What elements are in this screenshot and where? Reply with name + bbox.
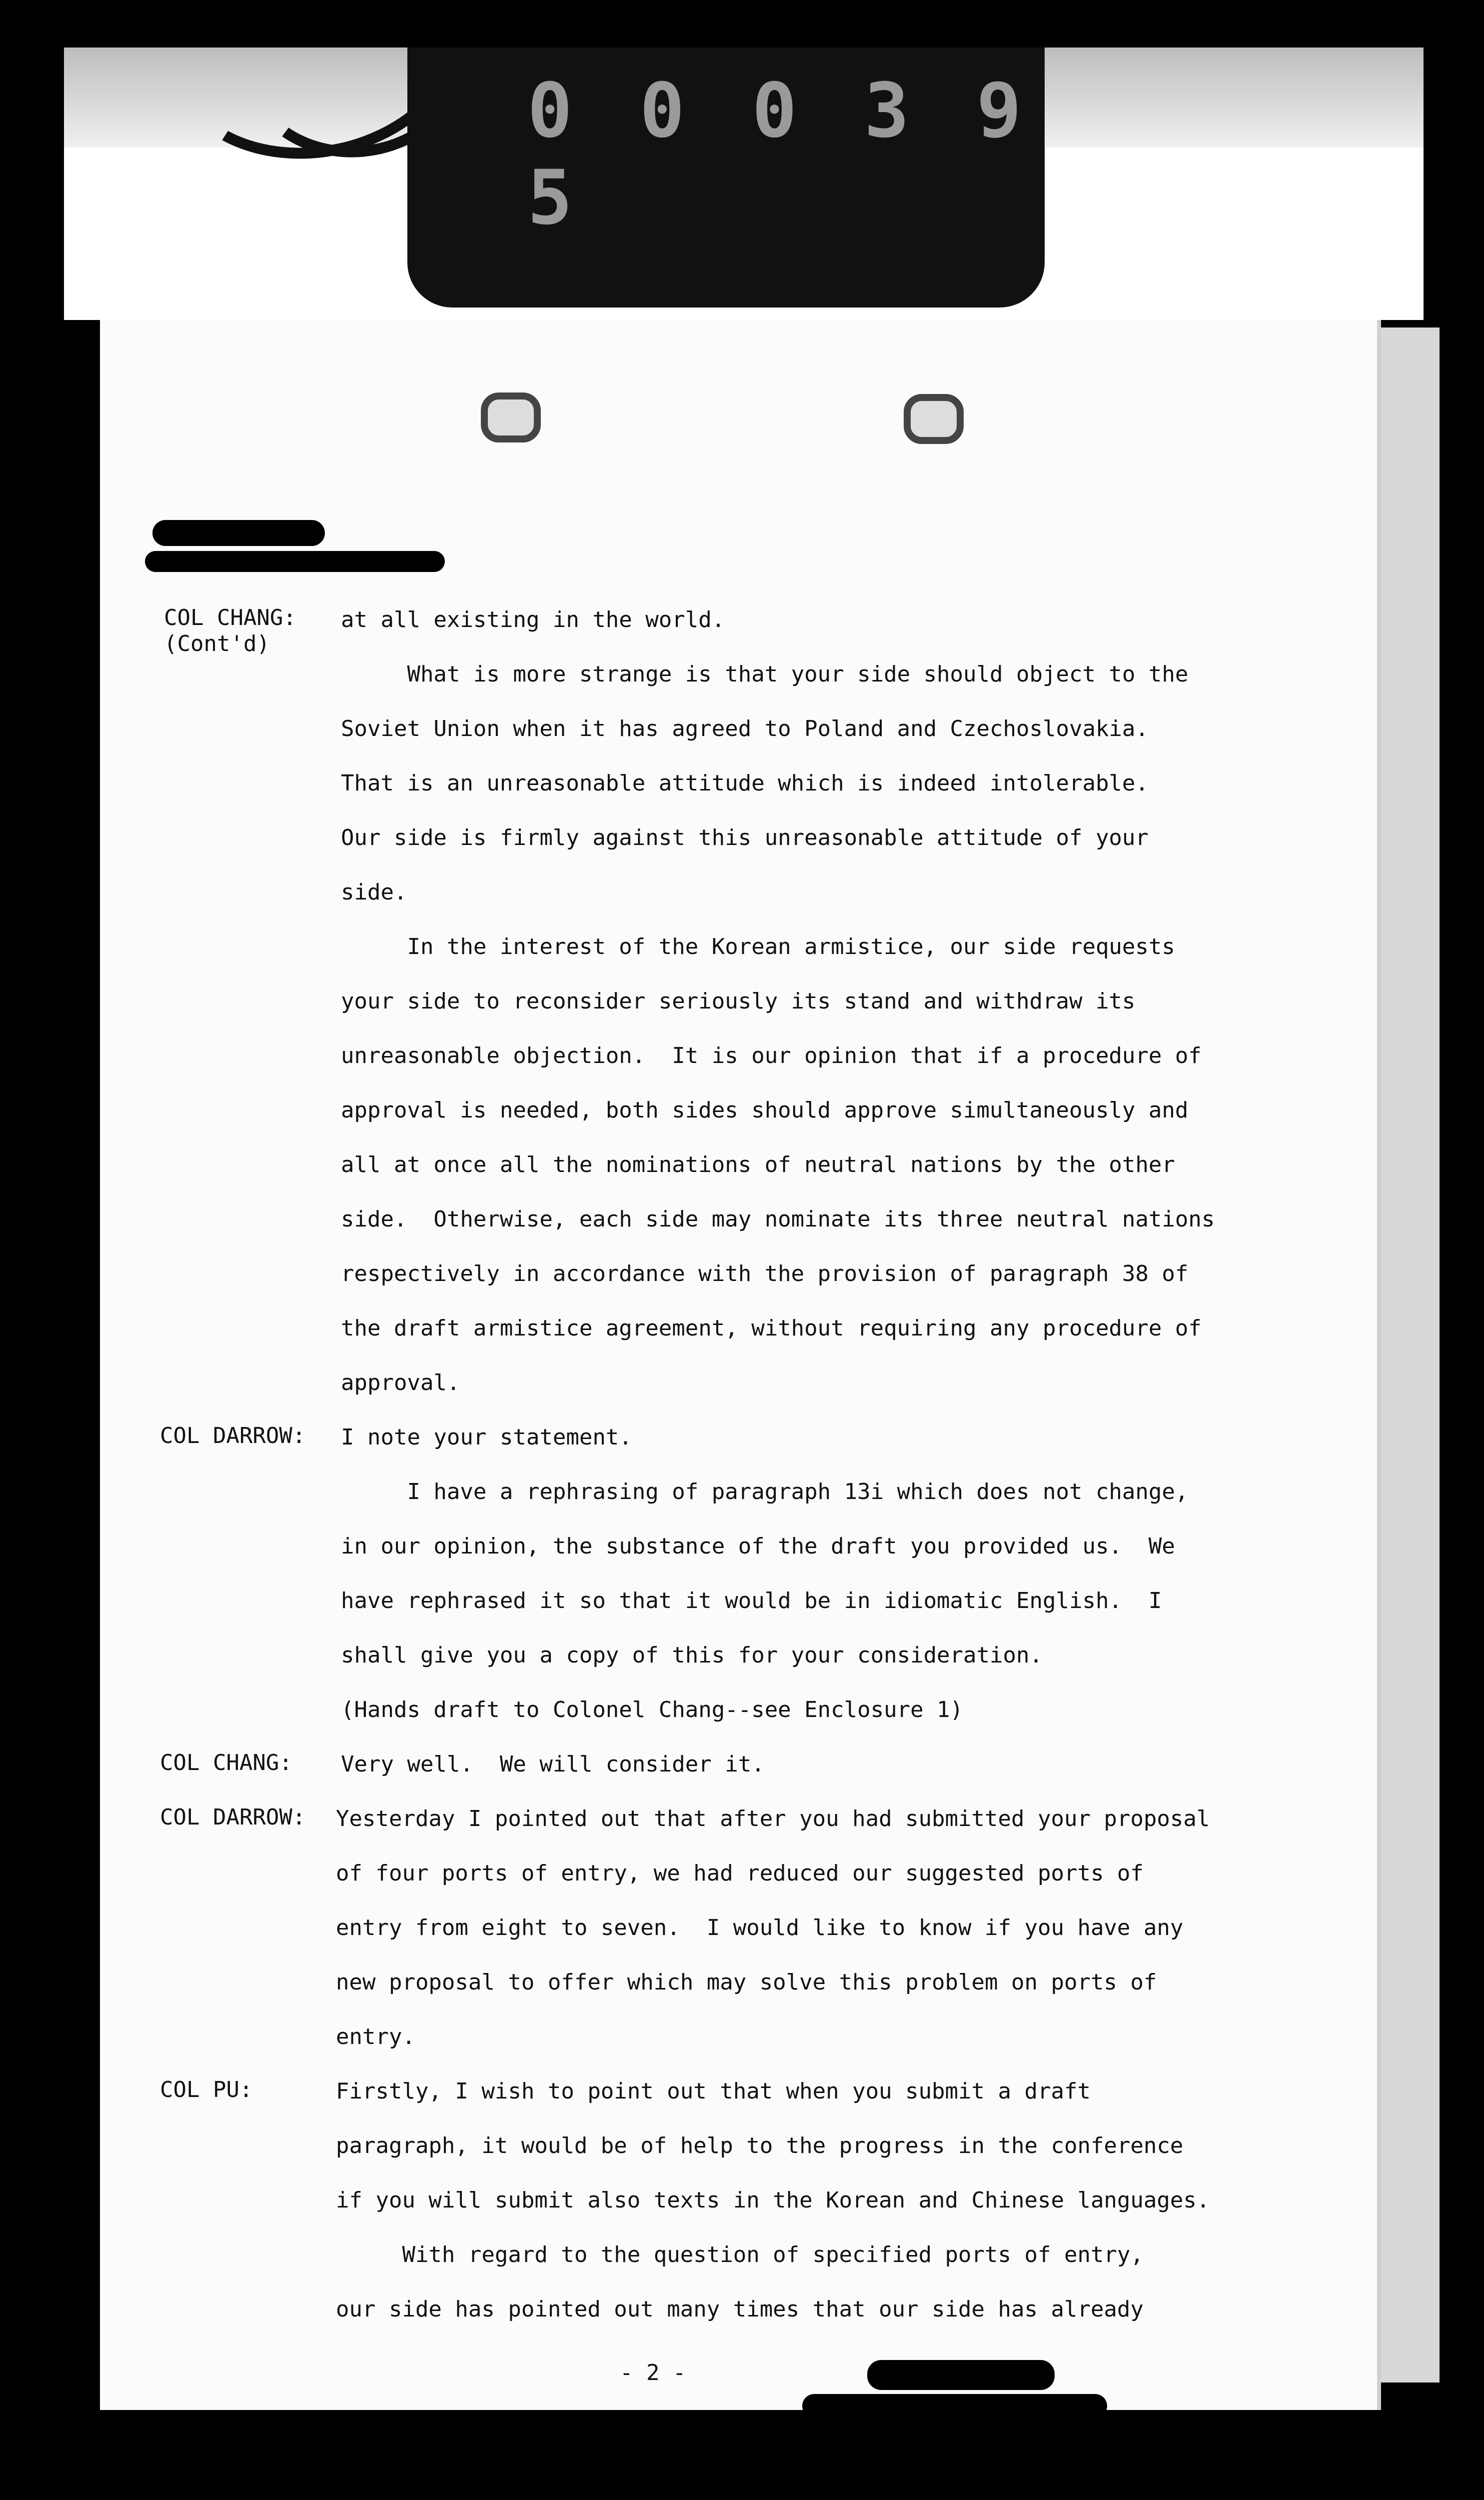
transcript-line: entry from eight to seven. I would like to know if you have any xyxy=(336,1915,1184,1940)
transcript-line: side. xyxy=(341,880,407,905)
redaction-mark xyxy=(152,520,325,546)
transcript-line: Firstly, I wish to point out that when you submit a draft xyxy=(336,2078,1091,2104)
transcript-line: shall give you a copy of this for your consideration. xyxy=(341,1642,1043,1668)
transcript-line: approval. xyxy=(341,1370,460,1396)
frame-counter xyxy=(407,48,1045,308)
transcript-line: What is more strange is that your side should object to the xyxy=(341,662,1189,687)
punch-hole xyxy=(904,394,964,444)
transcript-line: paragraph, it would be of help to the progress in the conference xyxy=(336,2133,1184,2158)
transcript-line: new proposal to offer which may solve this problem on ports of xyxy=(336,1970,1157,1995)
transcript-line: That is an unreasonable attitude which is indeed intolerable. xyxy=(341,770,1149,796)
transcript-line: unreasonable objection. It is our opinion that if a procedure of xyxy=(341,1043,1202,1068)
speaker-label: COL DARROW: xyxy=(160,1423,306,1448)
transcript-line: entry. xyxy=(336,2024,415,2050)
transcript-line: Soviet Union when it has agreed to Poland and Czechoslovakia. xyxy=(341,716,1149,742)
page-number: - 2 - xyxy=(620,2360,686,2386)
frame-counter-digits: 0 0 0 3 9 5 xyxy=(527,68,1033,242)
transcript-line: Very well. We will consider it. xyxy=(341,1752,765,1777)
punch-hole xyxy=(481,392,541,442)
transcript-line: In the interest of the Korean armistice, our side requests xyxy=(341,934,1175,960)
transcript-line: if you will submit also texts in the Korean and Chinese languages. xyxy=(336,2188,1210,2213)
transcript-line: With regard to the question of specified ports of entry, xyxy=(336,2242,1144,2268)
transcript-line: respectively in accordance with the provision of paragraph 38 of xyxy=(341,1261,1189,1286)
transcript-line: (Hands draft to Colonel Chang--see Enclosure 1) xyxy=(341,1697,964,1722)
transcript-line: Yesterday I pointed out that after you had submitted your proposal xyxy=(336,1806,1210,1832)
redaction-mark xyxy=(145,551,445,572)
transcript-line: at all existing in the world. xyxy=(341,607,725,632)
transcript-line: have rephrased it so that it would be in idiomatic English. I xyxy=(341,1588,1162,1614)
speaker-label: COL CHANG: xyxy=(164,605,296,630)
transcript-line: the draft armistice agreement, without requiring any procedure of xyxy=(341,1316,1202,1341)
transcript-line: side. Otherwise, each side may nominate its three neutral nations xyxy=(341,1206,1215,1232)
speaker-label: COL DARROW: xyxy=(160,1804,306,1830)
transcript-line: approval is needed, both sides should approve simultaneously and xyxy=(341,1098,1189,1123)
transcript-line: of four ports of entry, we had reduced our suggested ports of xyxy=(336,1860,1144,1886)
transcript-line: I have a rephrasing of paragraph 13i which does not change, xyxy=(341,1479,1189,1504)
transcript-line: I note your statement. xyxy=(341,1424,632,1450)
speaker-label: COL CHANG: xyxy=(160,1750,292,1776)
document-page xyxy=(100,320,1377,2410)
transcript-line: our side has pointed out many times that our side has already xyxy=(336,2296,1144,2322)
transcript-line: Our side is firmly against this unreasonable attitude of your xyxy=(341,825,1149,850)
redaction-mark xyxy=(802,2394,1107,2418)
transcript-line: all at once all the nominations of neutral nations by the other xyxy=(341,1152,1175,1178)
speaker-label-contd: (Cont'd) xyxy=(164,631,270,656)
redaction-mark xyxy=(867,2360,1055,2390)
transcript-line: your side to reconsider seriously its stand and withdraw its xyxy=(341,988,1136,1014)
speaker-label: COL PU: xyxy=(160,2077,253,2102)
transcript-line: in our opinion, the substance of the draft you provided us. We xyxy=(341,1534,1175,1559)
